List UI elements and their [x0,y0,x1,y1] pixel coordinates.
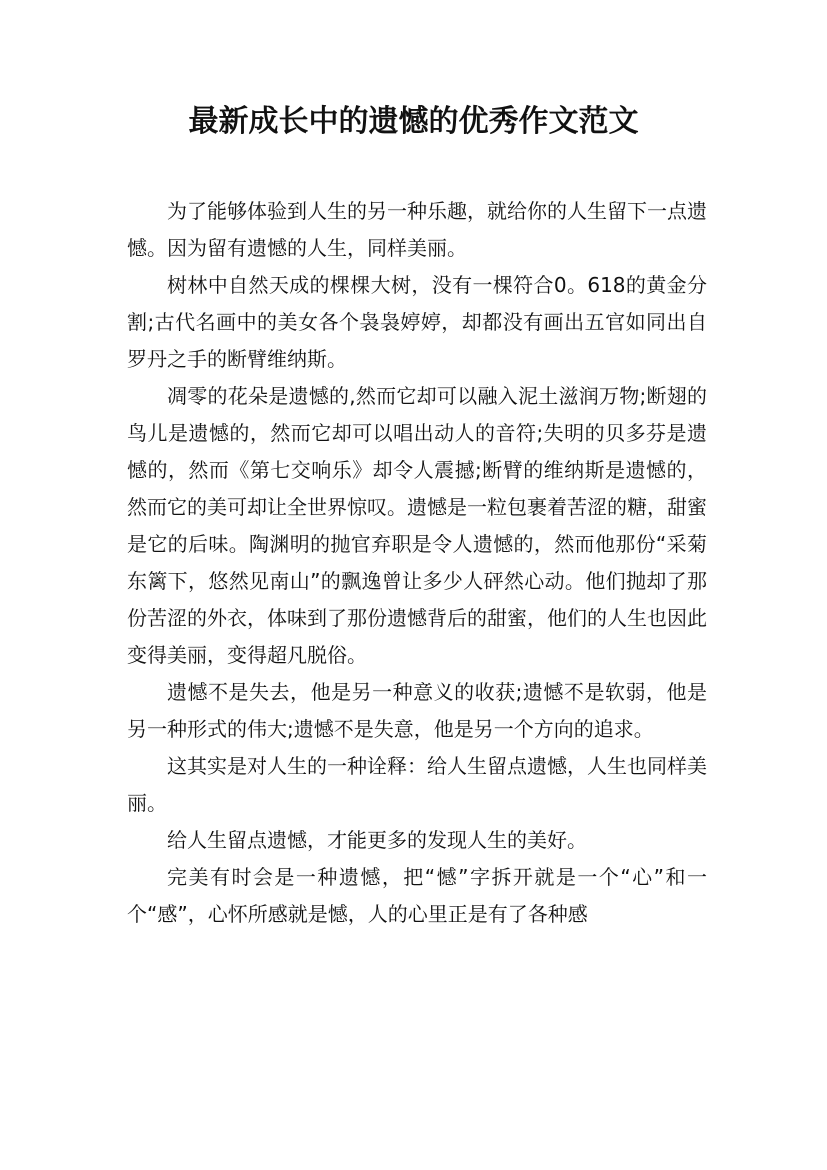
paragraph: 给人生留点遗憾，才能更多的发现人生的美好。 [167,828,587,852]
paragraph: 为了能够体验到人生的另一种乐趣，就给你的人生留下一点遗憾。因为留有遗憾的人生，同样美丽。 [127,199,707,260]
paragraph: 凋零的花朵是遗憾的,然而它却可以融入泥土滋润万物;断翅的鸟儿是遗憾的，然而它却可以唱出动人的音符;失明的贝多芬是遗憾的，然而《第七交响乐》却令人震撼;断臂的维纳斯是遗憾的，然而它的美可却让全世界惊叹。遗憾是一粒包裹着苦涩的糖，甜蜜是它的后味。陶渊明的抛官弃职是令人遗憾的，然而他那份“采菊东篱下，悠然见南山”的飘逸曾让多少人砰然心动。他们抛却了那份苦涩的外衣，体味到了那份遗憾背后的甜蜜，他们的人生也因此变得美丽，变得超凡脱俗。 [127,384,707,667]
paragraph: 树林中自然天成的棵棵大树，没有一棵符合0。618的黄金分割;古代名画中的美女各个袅袅婷婷，却都没有画出五官如同出自罗丹之手的断臂维纳斯。 [127,273,707,371]
paragraph: 遗憾不是失去，他是另一种意义的收获;遗憾不是软弱，他是另一种形式的伟大;遗憾不是失意，他是另一个方向的追求。 [127,680,707,741]
paragraph: 这其实是对人生的一种诠释：给人生留点遗憾，人生也同样美丽。 [127,754,707,815]
document-title: 最新成长中的遗憾的优秀作文范文 [188,104,639,139]
paragraph: 完美有时会是一种遗憾，把“憾”字拆开就是一个“心”和一个“感”，心怀所感就是憾，人的心里正是有了各种感 [127,865,707,926]
document-body [127,193,707,933]
